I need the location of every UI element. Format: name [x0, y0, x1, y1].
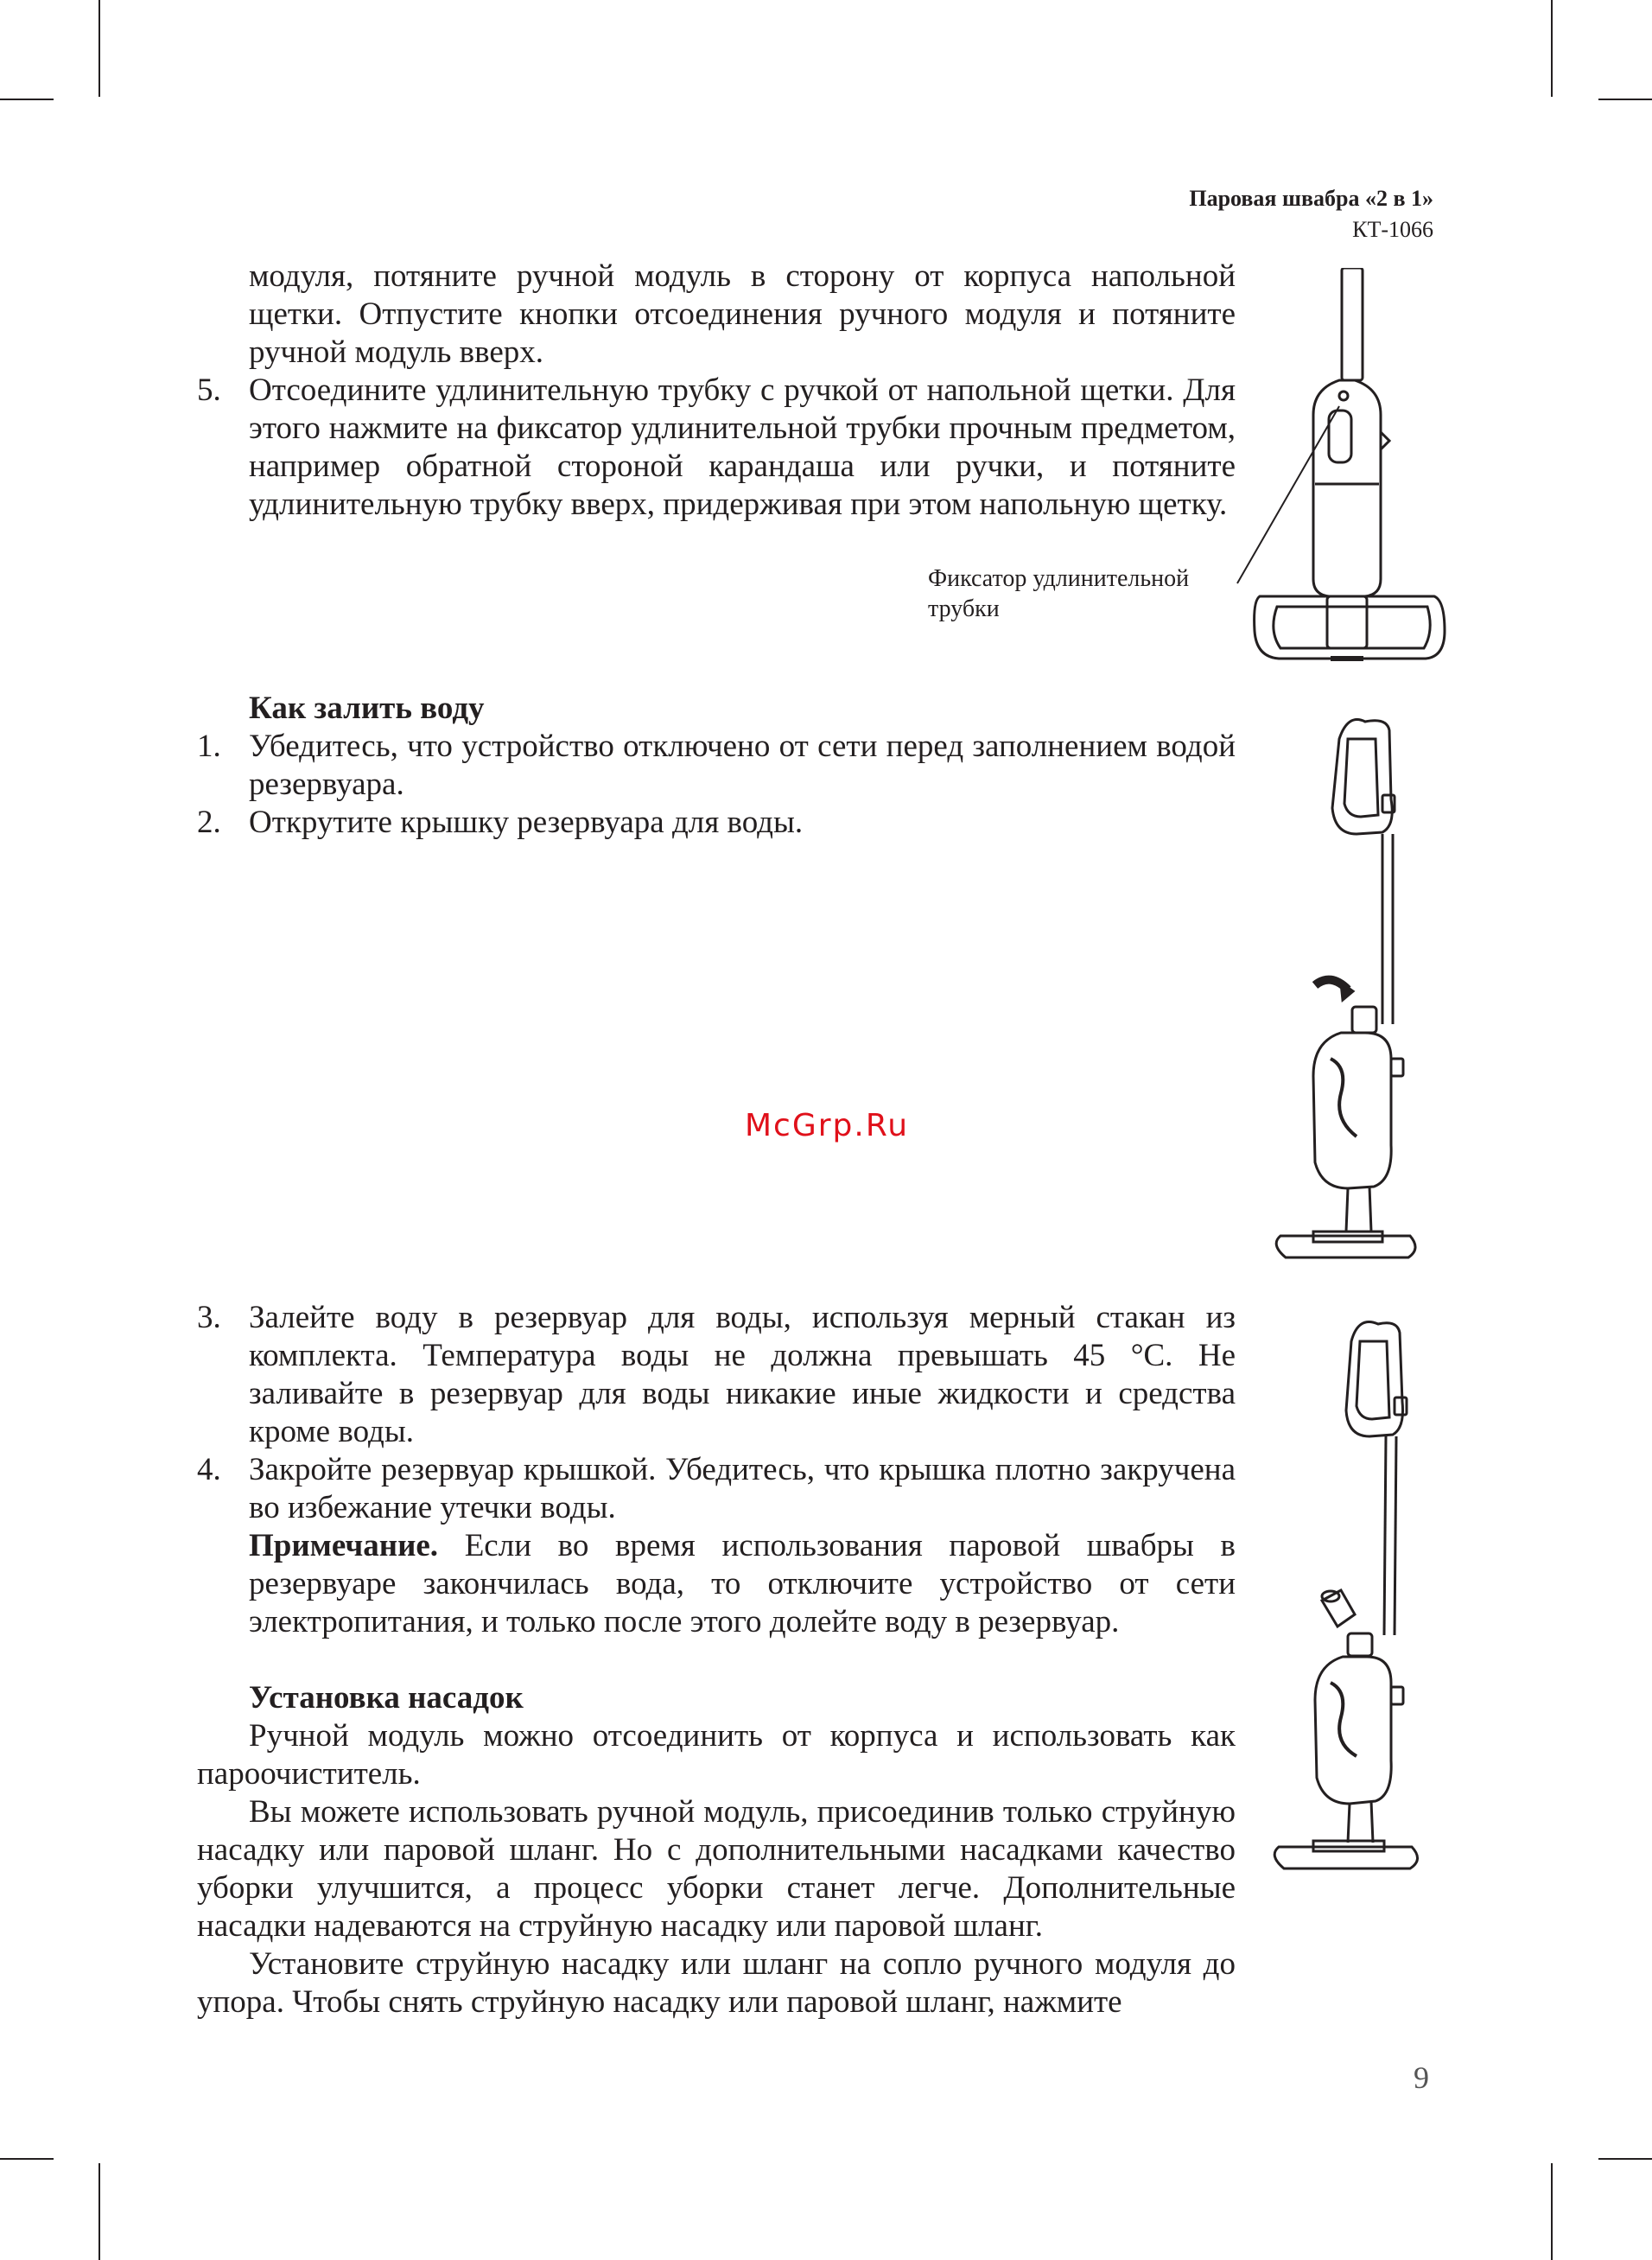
step-number: 3.: [197, 1300, 221, 1335]
watermark: McGrp.Ru: [745, 1108, 910, 1143]
section-heading: Как залить воду: [249, 691, 485, 726]
paragraph: Ручной модуль можно отсоединить от корпуса и использовать как пароочиститель.: [197, 1718, 1236, 1792]
step-text: Убедитесь, что устройство отключено от сети перед заполнением водой резервуара.: [249, 729, 1236, 802]
pour-water-illustration: [1261, 1315, 1434, 1877]
paragraph: Вы можете использовать ручной модуль, присоединив только струйную насадку или паровой шланг. Но с дополнительными насадками качество уборки улучшится, а процесс уборки станет легче. Дополнительные насадки надеваются на струйную насадку или паровой шланг.: [197, 1794, 1236, 1944]
step-5: [197, 372, 1236, 524]
crop-mark: [1551, 2163, 1553, 2260]
step-text: Открутите крышку резервуара для воды.: [249, 805, 804, 840]
open-cap-illustration: [1261, 713, 1434, 1275]
step-number: 4.: [197, 1452, 221, 1487]
step-3: [197, 1299, 1236, 1451]
crop-mark: [0, 99, 54, 100]
crop-mark: [1551, 0, 1553, 97]
page-number: 9: [1414, 2060, 1429, 2095]
step-1: [197, 728, 1236, 804]
caption-line: трубки: [928, 595, 1000, 622]
note-text: Если во время использования паровой швабры в резервуаре закончилась вода, то отключите устройство от сети электропитания, и только после этого долейте воду в резервуар.: [249, 1528, 1236, 1639]
crop-mark: [98, 0, 100, 97]
running-header: [1189, 183, 1433, 245]
section-pour-water: [197, 1299, 1236, 1641]
paragraph: Установите струйную насадку или шланг на сопло ручного модуля до упора. Чтобы снять струйную насадку или паровой шланг, нажмите: [197, 1946, 1236, 2020]
section-fill-water: [197, 690, 1236, 842]
step-text: Отсоедините удлинительную трубку с ручкой от напольной щетки. Для этого нажмите на фиксатор удлинительной трубки прочным предметом, например обратной стороной карандаша или ручки, и потяните удлинительную трубку вверх, придерживая при этом напольную щетку.: [249, 372, 1236, 522]
caption-line: Фиксатор удлинительной: [928, 565, 1190, 592]
header-model: КТ-1066: [1352, 217, 1433, 242]
step-number: 5.: [197, 372, 221, 408]
section-heading: Установка насадок: [249, 1680, 524, 1716]
note-label: Примечание.: [249, 1528, 439, 1563]
header-title: Паровая швабра «2 в 1»: [1189, 186, 1433, 211]
mop-lock-illustration: [1227, 268, 1452, 683]
crop-mark: [1598, 99, 1652, 100]
continuation-paragraph: модуля, потяните ручной модуль в сторону от корпуса напольной щетки. Отпустите кнопки отсоединения ручного модуля и потяните ручной модуль вверх.: [249, 258, 1236, 370]
step-text: Закройте резервуар крышкой. Убедитесь, что крышка плотно закручена во избежание утечки воды.: [249, 1452, 1236, 1525]
crop-mark: [98, 2163, 100, 2260]
step-text: Залейте воду в резервуар для воды, используя мерный стакан из комплекта. Температура воды не должна превышать 45 °C. Не заливайте в резервуар для воды никакие иные жидкости и средства кроме воды.: [249, 1300, 1236, 1449]
section-detach: [197, 258, 1236, 524]
step-2: [197, 804, 1236, 842]
step-4: [197, 1451, 1236, 1641]
section-attachments: [197, 1679, 1236, 2021]
note: [249, 1527, 1236, 1641]
figure-caption: [928, 563, 1189, 624]
crop-mark: [0, 2158, 54, 2160]
crop-mark: [1598, 2158, 1652, 2160]
step-number: 1.: [197, 729, 221, 764]
step-number: 2.: [197, 805, 221, 840]
